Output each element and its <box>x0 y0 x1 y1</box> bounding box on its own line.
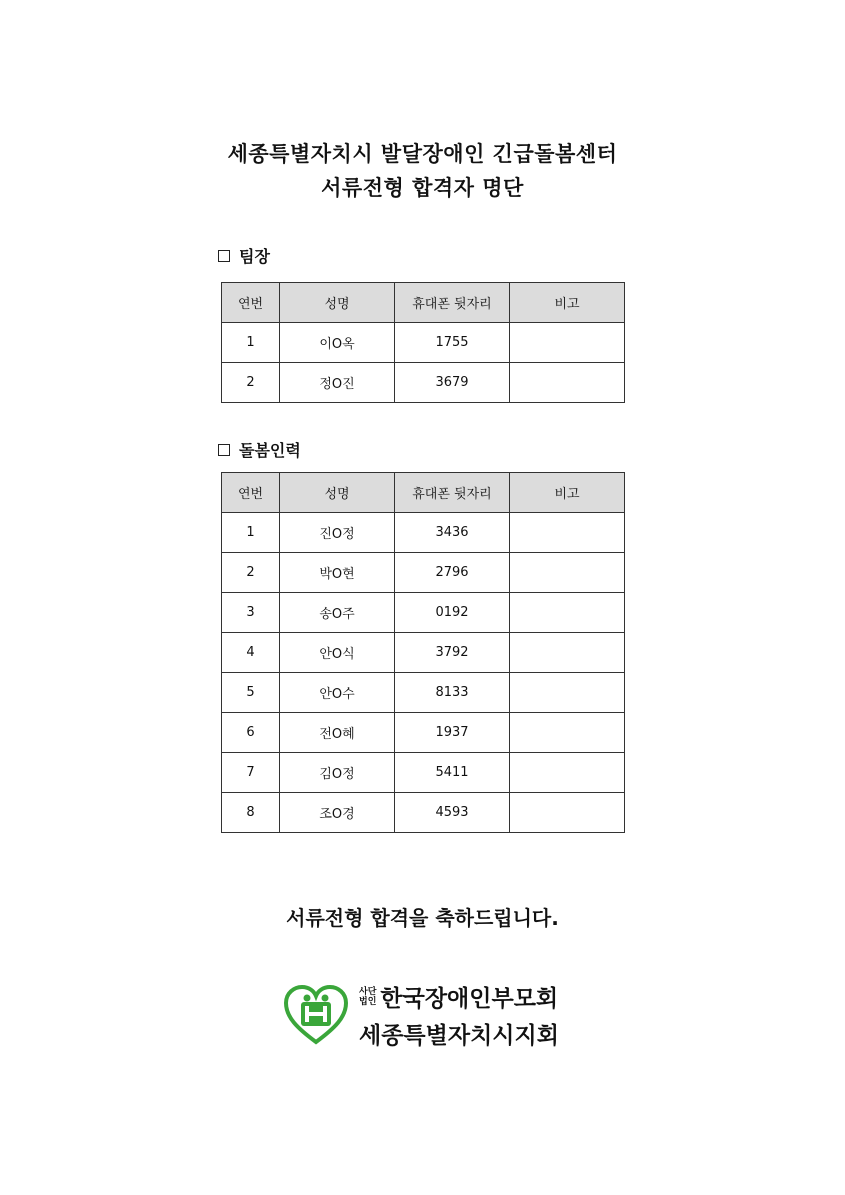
cell-name: 조O경 <box>280 793 395 833</box>
table-row <box>222 323 625 363</box>
table-row <box>222 713 625 753</box>
section-heading-label: 팀장 <box>239 247 270 266</box>
cell-no: 1 <box>222 513 280 553</box>
cell-note <box>510 633 625 673</box>
cell-no: 6 <box>222 713 280 753</box>
table-row <box>222 593 625 633</box>
cell-name: 진O정 <box>280 513 395 553</box>
column-header-name: 성명 <box>280 473 395 513</box>
table-row <box>222 753 625 793</box>
section-heading-label: 돌봄인력 <box>239 441 301 460</box>
table-header-row <box>222 283 625 323</box>
table-row <box>222 793 625 833</box>
care-staff-table <box>221 472 625 833</box>
cell-phone: 4593 <box>395 793 510 833</box>
cell-phone: 1755 <box>395 323 510 363</box>
cell-note <box>510 593 625 633</box>
cell-name: 송O주 <box>280 593 395 633</box>
column-header-no: 연번 <box>222 473 280 513</box>
cell-note <box>510 713 625 753</box>
section-heading-team-leader <box>218 244 270 267</box>
table-row <box>222 673 625 713</box>
cell-phone: 2796 <box>395 553 510 593</box>
cell-name: 이O옥 <box>280 323 395 363</box>
organization-branch: 세종특별자치시지회 <box>359 1023 559 1049</box>
cell-phone: 3792 <box>395 633 510 673</box>
cell-phone: 0192 <box>395 593 510 633</box>
cell-phone: 8133 <box>395 673 510 713</box>
organization-signature <box>283 980 559 1050</box>
cell-note <box>510 553 625 593</box>
table-row <box>222 633 625 673</box>
table-row <box>222 553 625 593</box>
team-leader-table <box>221 282 625 403</box>
cell-name: 안O수 <box>280 673 395 713</box>
table-header-row <box>222 473 625 513</box>
cell-no: 2 <box>222 363 280 403</box>
section-heading-care-staff <box>218 438 301 461</box>
cell-name: 박O현 <box>280 553 395 593</box>
column-header-no: 연번 <box>222 283 280 323</box>
cell-note <box>510 753 625 793</box>
cell-name: 김O정 <box>280 753 395 793</box>
cell-phone: 3679 <box>395 363 510 403</box>
cell-note <box>510 323 625 363</box>
column-header-phone: 휴대폰 뒷자리 <box>395 473 510 513</box>
cell-name: 안O식 <box>280 633 395 673</box>
cell-no: 2 <box>222 553 280 593</box>
cell-no: 8 <box>222 793 280 833</box>
column-header-phone: 휴대폰 뒷자리 <box>395 283 510 323</box>
checkbox-square-icon <box>218 250 230 262</box>
legal-entity-mark: 사단 법인 <box>359 986 377 1007</box>
cell-phone: 3436 <box>395 513 510 553</box>
cell-no: 1 <box>222 323 280 363</box>
column-header-note: 비고 <box>510 473 625 513</box>
document-title-line2: 서류전형 합격자 명단 <box>321 176 524 200</box>
cell-note <box>510 363 625 403</box>
cell-no: 3 <box>222 593 280 633</box>
cell-note <box>510 513 625 553</box>
cell-no: 4 <box>222 633 280 673</box>
organization-logo-icon <box>283 984 349 1046</box>
checkbox-square-icon <box>218 444 230 456</box>
cell-name: 정O진 <box>280 363 395 403</box>
document-title-line1: 세종특별자치시 발달장애인 긴급돌봄센터 <box>227 142 618 166</box>
cell-no: 5 <box>222 673 280 713</box>
table-row <box>222 363 625 403</box>
cell-note <box>510 793 625 833</box>
column-header-name: 성명 <box>280 283 395 323</box>
cell-phone: 5411 <box>395 753 510 793</box>
organization-name: 한국장애인부모회 <box>380 986 559 1012</box>
cell-phone: 1937 <box>395 713 510 753</box>
table-row <box>222 513 625 553</box>
cell-no: 7 <box>222 753 280 793</box>
cell-name: 전O혜 <box>280 713 395 753</box>
cell-note <box>510 673 625 713</box>
column-header-note: 비고 <box>510 283 625 323</box>
congratulations-message: 서류전형 합격을 축하드립니다. <box>286 906 559 930</box>
